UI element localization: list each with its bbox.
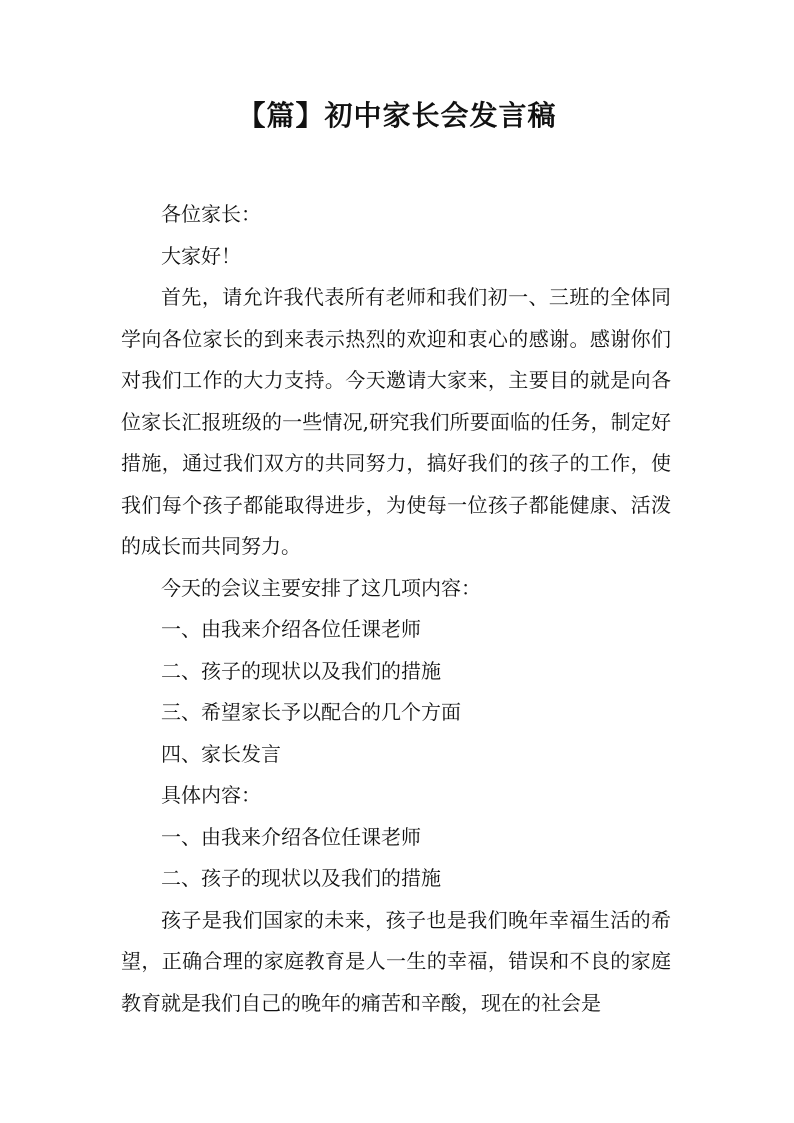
details-heading: 具体内容：	[161, 783, 261, 807]
intro-paragraph: 首先，请允许我代表所有老师和我们初一、三班的全体同学向各位家长的到来表示热烈的欢迎和衷心的感谢。感谢你们对我们工作的大力支持。今天邀请大家来，主要目的就是向各位家长汇报班级的一些情况,研究我们所要面临的任务，制定好措施，通过我们双方的共同努力，搞好我们的孩子的工作，使我们每个孩子都能取得进步，为使每一位孩子都能健康、活泼的成长而共同努力。	[121, 285, 671, 558]
body-paragraph: 孩子是我们国家的未来，孩子也是我们晚年幸福生活的希望，正确合理的家庭教育是人一生的幸福，错误和不良的家庭教育就是我们自己的晚年的痛苦和辛酸，现在的社会是	[121, 907, 671, 1015]
details-item-2: 二、孩子的现状以及我们的措施	[161, 866, 441, 890]
document-title: 【篇】初中家长会发言稿	[237, 99, 557, 132]
details-item-1: 一、由我来介绍各位任课老师	[161, 824, 421, 849]
document-body	[121, 194, 671, 1024]
greeting: 大家好！	[161, 243, 241, 268]
agenda-item-1: 一、由我来介绍各位任课老师	[161, 617, 421, 641]
agenda-item-2: 二、孩子的现状以及我们的措施	[161, 658, 441, 683]
salutation: 各位家长：	[161, 202, 261, 226]
agenda-item-3: 三、希望家长予以配合的几个方面	[161, 700, 461, 724]
agenda-item-4: 四、家长发言	[161, 741, 281, 766]
agenda-heading: 今天的会议主要安排了这几项内容：	[161, 575, 481, 600]
